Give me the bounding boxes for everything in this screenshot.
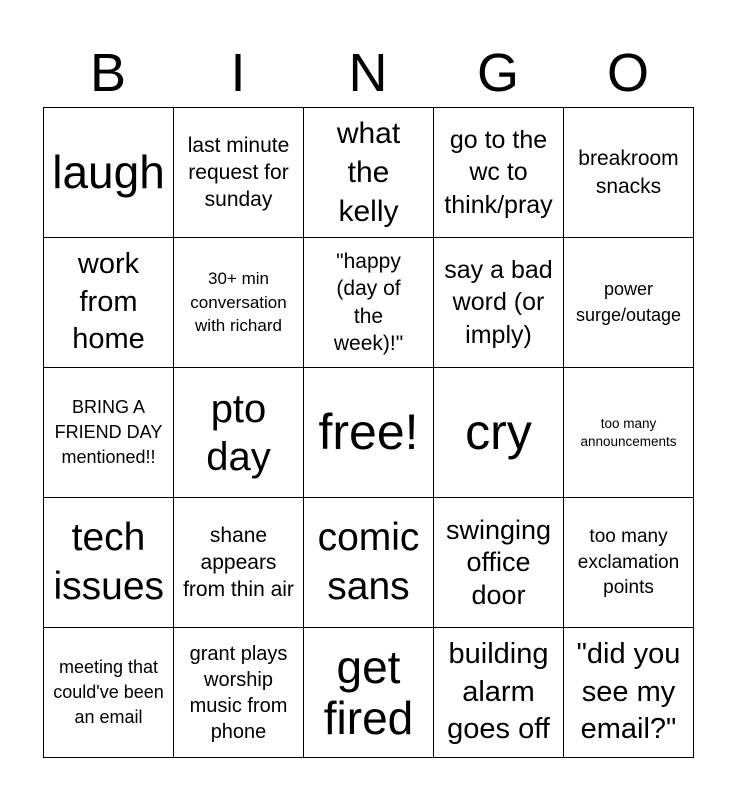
bingo-cell-r1-c1[interactable] <box>44 108 174 238</box>
bingo-cell-r1-c4[interactable] <box>434 108 564 238</box>
bingo-cell-r3-c1[interactable] <box>44 368 174 498</box>
bingo-cell-r4-c5[interactable] <box>564 498 694 628</box>
cell-text: comic sans <box>317 515 420 608</box>
header-letter-i: I <box>230 43 246 103</box>
cell-text: say a bad word (or imply) <box>444 255 553 349</box>
bingo-cell-r2-c4[interactable] <box>434 238 564 368</box>
cell-text: building alarm goes off <box>447 637 550 746</box>
bingo-header <box>43 40 693 106</box>
cell-text: too many announcements <box>580 415 677 449</box>
header-letter-o: O <box>606 43 649 103</box>
cell-text: meeting that could've been an email <box>53 656 164 728</box>
cell-text: "happy (day of the week)!" <box>333 249 404 355</box>
cell-text: work from home <box>72 247 145 356</box>
bingo-cell-r1-c2[interactable] <box>174 108 304 238</box>
bingo-cell-r5-c5[interactable] <box>564 628 694 758</box>
header-letter-b: B <box>89 43 127 103</box>
bingo-cell-r4-c1[interactable] <box>44 498 174 628</box>
bingo-cell-r4-c3[interactable] <box>304 498 434 628</box>
cell-text: power surge/outage <box>575 279 682 325</box>
bingo-cell-r4-c2[interactable] <box>174 498 304 628</box>
bingo-board <box>43 107 694 758</box>
cell-text: last minute request for sunday <box>187 133 290 212</box>
bingo-cell-r1-c5[interactable] <box>564 108 694 238</box>
bingo-cell-r1-c3[interactable] <box>304 108 434 238</box>
cell-text: BRING A FRIEND DAY mentioned!! <box>54 396 163 468</box>
bingo-cell-r5-c2[interactable] <box>174 628 304 758</box>
bingo-cell-r4-c4[interactable] <box>434 498 564 628</box>
bingo-cell-r5-c3[interactable] <box>304 628 434 758</box>
header-letter-n: N <box>348 43 388 103</box>
bingo-cell-r2-c2[interactable] <box>174 238 304 368</box>
cell-text: too many exclamation points <box>577 526 680 599</box>
cell-text: breakroom snacks <box>578 147 679 198</box>
header-letter-g: G <box>476 43 519 103</box>
cell-text: 30+ min conversation with richard <box>190 268 287 336</box>
cell-text: pto day <box>206 386 271 479</box>
bingo-cell-r3-c4[interactable] <box>434 368 564 498</box>
bingo-cell-r3-c2[interactable] <box>174 368 304 498</box>
cell-text: get fired <box>323 640 414 744</box>
cell-text: free! <box>318 404 419 460</box>
cell-text: laugh <box>52 146 165 199</box>
bingo-cell-r5-c4[interactable] <box>434 628 564 758</box>
bingo-cell-r2-c1[interactable] <box>44 238 174 368</box>
cell-text: grant plays worship music from phone <box>189 642 288 743</box>
bingo-cell-r2-c3[interactable] <box>304 238 434 368</box>
cell-text: tech issues <box>53 515 165 608</box>
bingo-cell-r5-c1[interactable] <box>44 628 174 758</box>
cell-text: shane appears from thin air <box>183 523 294 602</box>
bingo-cell-r3-c5[interactable] <box>564 368 694 498</box>
cell-text: cry <box>465 404 532 460</box>
cell-text: swinging office door <box>445 514 552 610</box>
cell-text: go to the wc to think/pray <box>444 125 553 219</box>
bingo-cell-r2-c5[interactable] <box>564 238 694 368</box>
bingo-cell-r3-c3[interactable] <box>304 368 434 498</box>
cell-text: what the kelly <box>336 117 401 228</box>
cell-text: "did you see my email?" <box>576 637 681 746</box>
